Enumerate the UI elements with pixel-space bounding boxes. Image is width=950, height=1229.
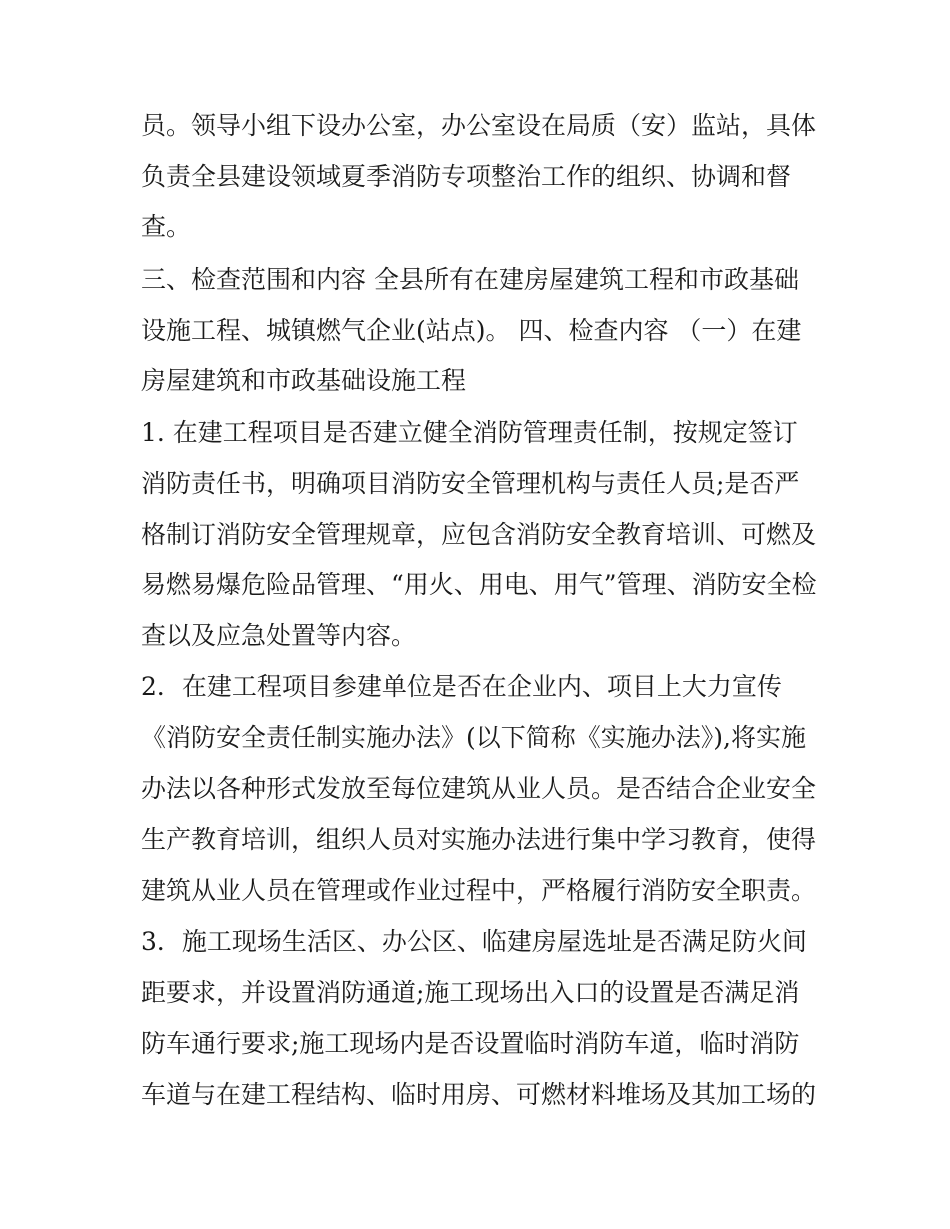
text-line-11: 查以及应急处置等内容。 — [141, 621, 417, 650]
text-line-8: 消防责任书，明确项目消防安全管理机构与责任人员;是否严 — [141, 469, 800, 498]
text-line-9: 格制订消防安全管理规章，应包含消防安全教育培训、可燃及 — [141, 520, 817, 549]
text-line-20: 车道与在建工程结构、临时用房、可燃材料堆场及其加工场的 — [141, 1080, 817, 1109]
text-line-15: 生产教育培训，组织人员对实施办法进行集中学习教育，使得 — [141, 825, 817, 854]
text-line-1: 员。领导小组下设办公室，办公室设在局质（安）监站，具体 — [141, 111, 817, 140]
text-line-12: 2．在建工程项目参建单位是否在企业内、项目上大力宣传 — [141, 672, 782, 701]
text-line-3: 查。 — [141, 212, 192, 241]
text-line-7: 1. 在建工程项目是否建立健全消防管理责任制，按规定签订 — [141, 418, 798, 447]
text-line-16: 建筑从业人员在管理或作业过程中，严格履行消防安全职责。 — [141, 876, 817, 905]
text-line-17: 3．施工现场生活区、办公区、临建房屋选址是否满足防火间 — [141, 927, 807, 956]
text-line-5: 设施工程、城镇燃气企业(站点)。 四、检查内容 （一）在建 — [141, 316, 802, 345]
text-line-18: 距要求，并设置消防通道;施工现场出入口的设置是否满足消 — [141, 978, 800, 1007]
text-line-13: 《消防安全责任制实施办法》(以下简称《实施办法》),将实施 — [141, 723, 806, 752]
text-line-14: 办法以各种形式发放至每位建筑从业人员。是否结合企业安全 — [141, 774, 817, 803]
text-line-10: 易燃易爆危险品管理、“用火、用电、用气”管理、消防安全检 — [141, 570, 817, 599]
text-line-2: 负责全县建设领域夏季消防专项整治工作的组织、协调和督 — [141, 162, 792, 191]
text-line-19: 防车通行要求;施工现场内是否设置临时消防车道，临时消防 — [141, 1029, 800, 1058]
text-line-4: 三、检查范围和内容 全县所有在建房屋建筑工程和市政基础 — [141, 265, 799, 294]
text-line-6: 房屋建筑和市政基础设施工程 — [141, 366, 467, 395]
